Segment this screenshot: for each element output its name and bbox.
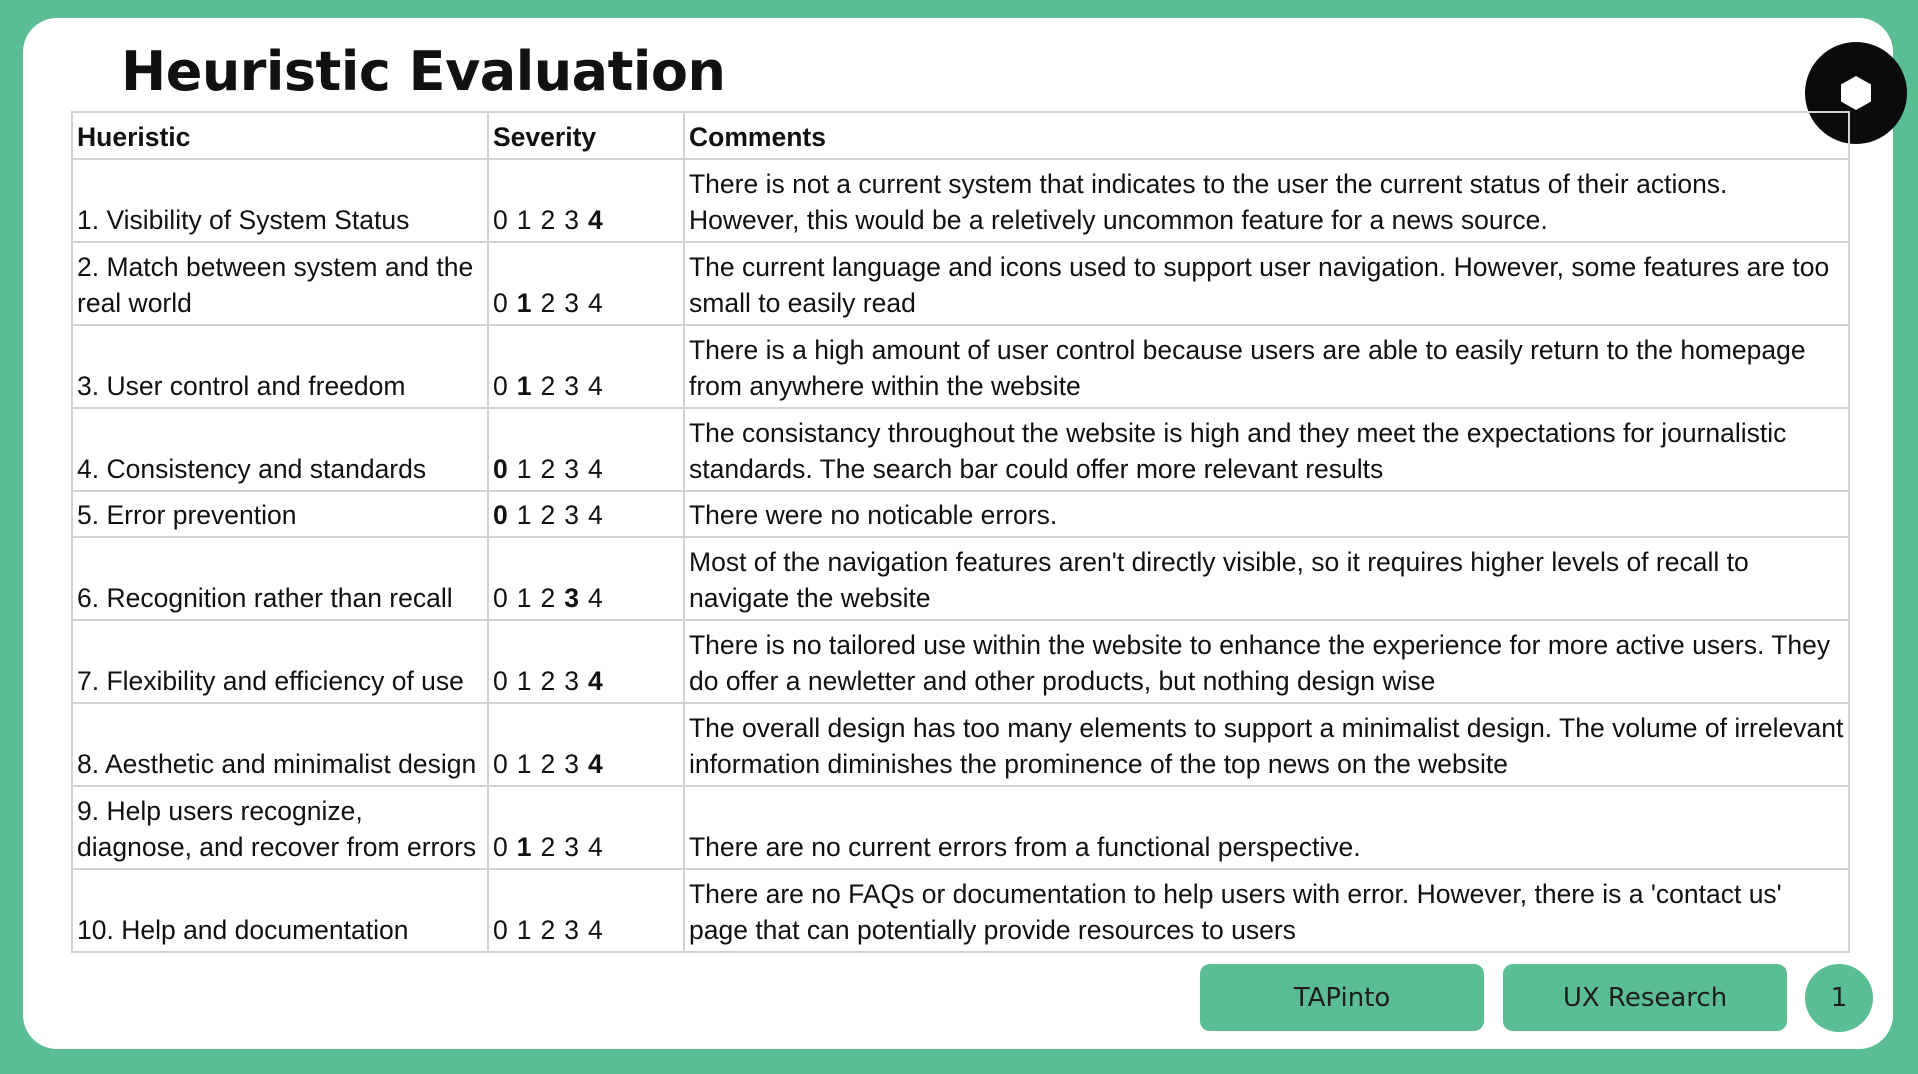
table-row [72,786,1849,869]
comment-cell: There were no noticable errors. [684,491,1849,537]
header-comments: Comments [684,112,1849,159]
slide-card [23,18,1893,1049]
table-row [72,703,1849,786]
severity-cell [488,537,684,620]
severity-level: 3 [564,583,579,613]
severity-level: 2 [540,666,556,696]
comment-cell: There is not a current system that indicates to the user the current status of their actions. However, this would be a reletively uncommon feature for a news source. [684,159,1849,242]
table-row [72,537,1849,620]
severity-level: 0 [493,583,508,613]
heuristic-cell: 8. Aesthetic and minimalist design [72,703,488,786]
heuristic-cell: 5. Error prevention [72,491,488,537]
table-row [72,620,1849,703]
heuristic-cell: 7. Flexibility and efficiency of use [72,620,488,703]
severity-level: 3 [564,666,579,696]
table-row [72,242,1849,325]
severity-level: 4 [588,500,603,530]
comment-cell: There is a high amount of user control because users are able to easily return to the homepage from anywhere within the website [684,325,1849,408]
severity-cell [488,325,684,408]
severity-level: 2 [540,583,556,613]
severity-level: 1 [516,583,532,613]
severity-level: 2 [540,288,556,318]
severity-level: 1 [516,832,532,862]
heuristic-cell: 4. Consistency and standards [72,408,488,491]
heuristic-cell: 1. Visibility of System Status [72,159,488,242]
heuristic-cell: 10. Help and documentation [72,869,488,952]
severity-cell [488,159,684,242]
severity-cell [488,620,684,703]
table-row [72,325,1849,408]
severity-level: 1 [516,454,532,484]
severity-level: 2 [540,915,556,945]
severity-level: 3 [564,205,579,235]
table-row [72,869,1849,952]
severity-level: 2 [540,500,556,530]
severity-level: 0 [493,832,508,862]
severity-level: 4 [588,205,603,235]
severity-level: 0 [493,288,508,318]
severity-cell [488,703,684,786]
severity-level: 4 [588,371,603,401]
comment-cell: The current language and icons used to support user navigation. However, some features are too small to easily read [684,242,1849,325]
severity-level: 2 [540,454,556,484]
page-number: 1 [1805,964,1873,1032]
severity-level: 4 [588,749,603,779]
severity-level: 0 [493,915,508,945]
table-row [72,159,1849,242]
severity-cell [488,491,684,537]
severity-cell [488,786,684,869]
header-severity: Severity [488,112,684,159]
severity-cell [488,242,684,325]
severity-level: 2 [540,749,556,779]
heuristic-cell: 3. User control and freedom [72,325,488,408]
severity-level: 3 [564,915,579,945]
heuristic-table [71,111,1850,953]
heuristic-cell: 6. Recognition rather than recall [72,537,488,620]
heuristic-cell: 9. Help users recognize, diagnose, and recover from errors [72,786,488,869]
comment-cell: The overall design has too many elements to support a minimalist design. The volume of irrelevant information diminishes the prominence of the top news on the website [684,703,1849,786]
severity-level: 1 [516,500,532,530]
comment-cell: There are no current errors from a functional perspective. [684,786,1849,869]
slide-title: Heuristic Evaluation [121,40,726,103]
comment-cell: There are no FAQs or documentation to help users with error. However, there is a 'contact us' page that can potentially provide resources to users [684,869,1849,952]
severity-level: 0 [493,371,508,401]
table-body [72,159,1849,952]
severity-level: 4 [588,288,603,318]
severity-level: 1 [516,666,532,696]
severity-level: 1 [516,288,532,318]
comment-cell: There is no tailored use within the website to enhance the experience for more active users. They do offer a newletter and other products, but nothing design wise [684,620,1849,703]
severity-cell [488,408,684,491]
comment-cell: The consistancy throughout the website is high and they meet the expectations for journalistic standards. The search bar could offer more relevant results [684,408,1849,491]
severity-level: 1 [516,371,532,401]
tag-category: UX Research [1503,964,1787,1031]
severity-level: 3 [564,500,579,530]
tag-project: TAPinto [1200,964,1484,1031]
severity-level: 4 [588,454,603,484]
table-row [72,491,1849,537]
header-heuristic: Hueristic [72,112,488,159]
severity-level: 3 [564,371,579,401]
severity-level: 1 [516,749,532,779]
table-header-row [72,112,1849,159]
severity-level: 4 [588,915,603,945]
severity-cell [488,869,684,952]
severity-level: 0 [493,205,508,235]
severity-level: 0 [493,500,508,530]
severity-level: 4 [588,832,603,862]
severity-level: 2 [540,205,556,235]
severity-level: 1 [516,205,532,235]
severity-level: 3 [564,454,579,484]
severity-level: 4 [588,583,603,613]
severity-level: 2 [540,371,556,401]
comment-cell: Most of the navigation features aren't directly visible, so it requires higher levels of recall to navigate the website [684,537,1849,620]
severity-level: 4 [588,666,603,696]
severity-level: 3 [564,749,579,779]
severity-level: 0 [493,749,508,779]
severity-level: 3 [564,288,579,318]
severity-level: 2 [540,832,556,862]
severity-level: 0 [493,454,508,484]
severity-level: 1 [516,915,532,945]
table-row [72,408,1849,491]
severity-level: 3 [564,832,579,862]
severity-level: 0 [493,666,508,696]
heuristic-cell: 2. Match between system and the real world [72,242,488,325]
